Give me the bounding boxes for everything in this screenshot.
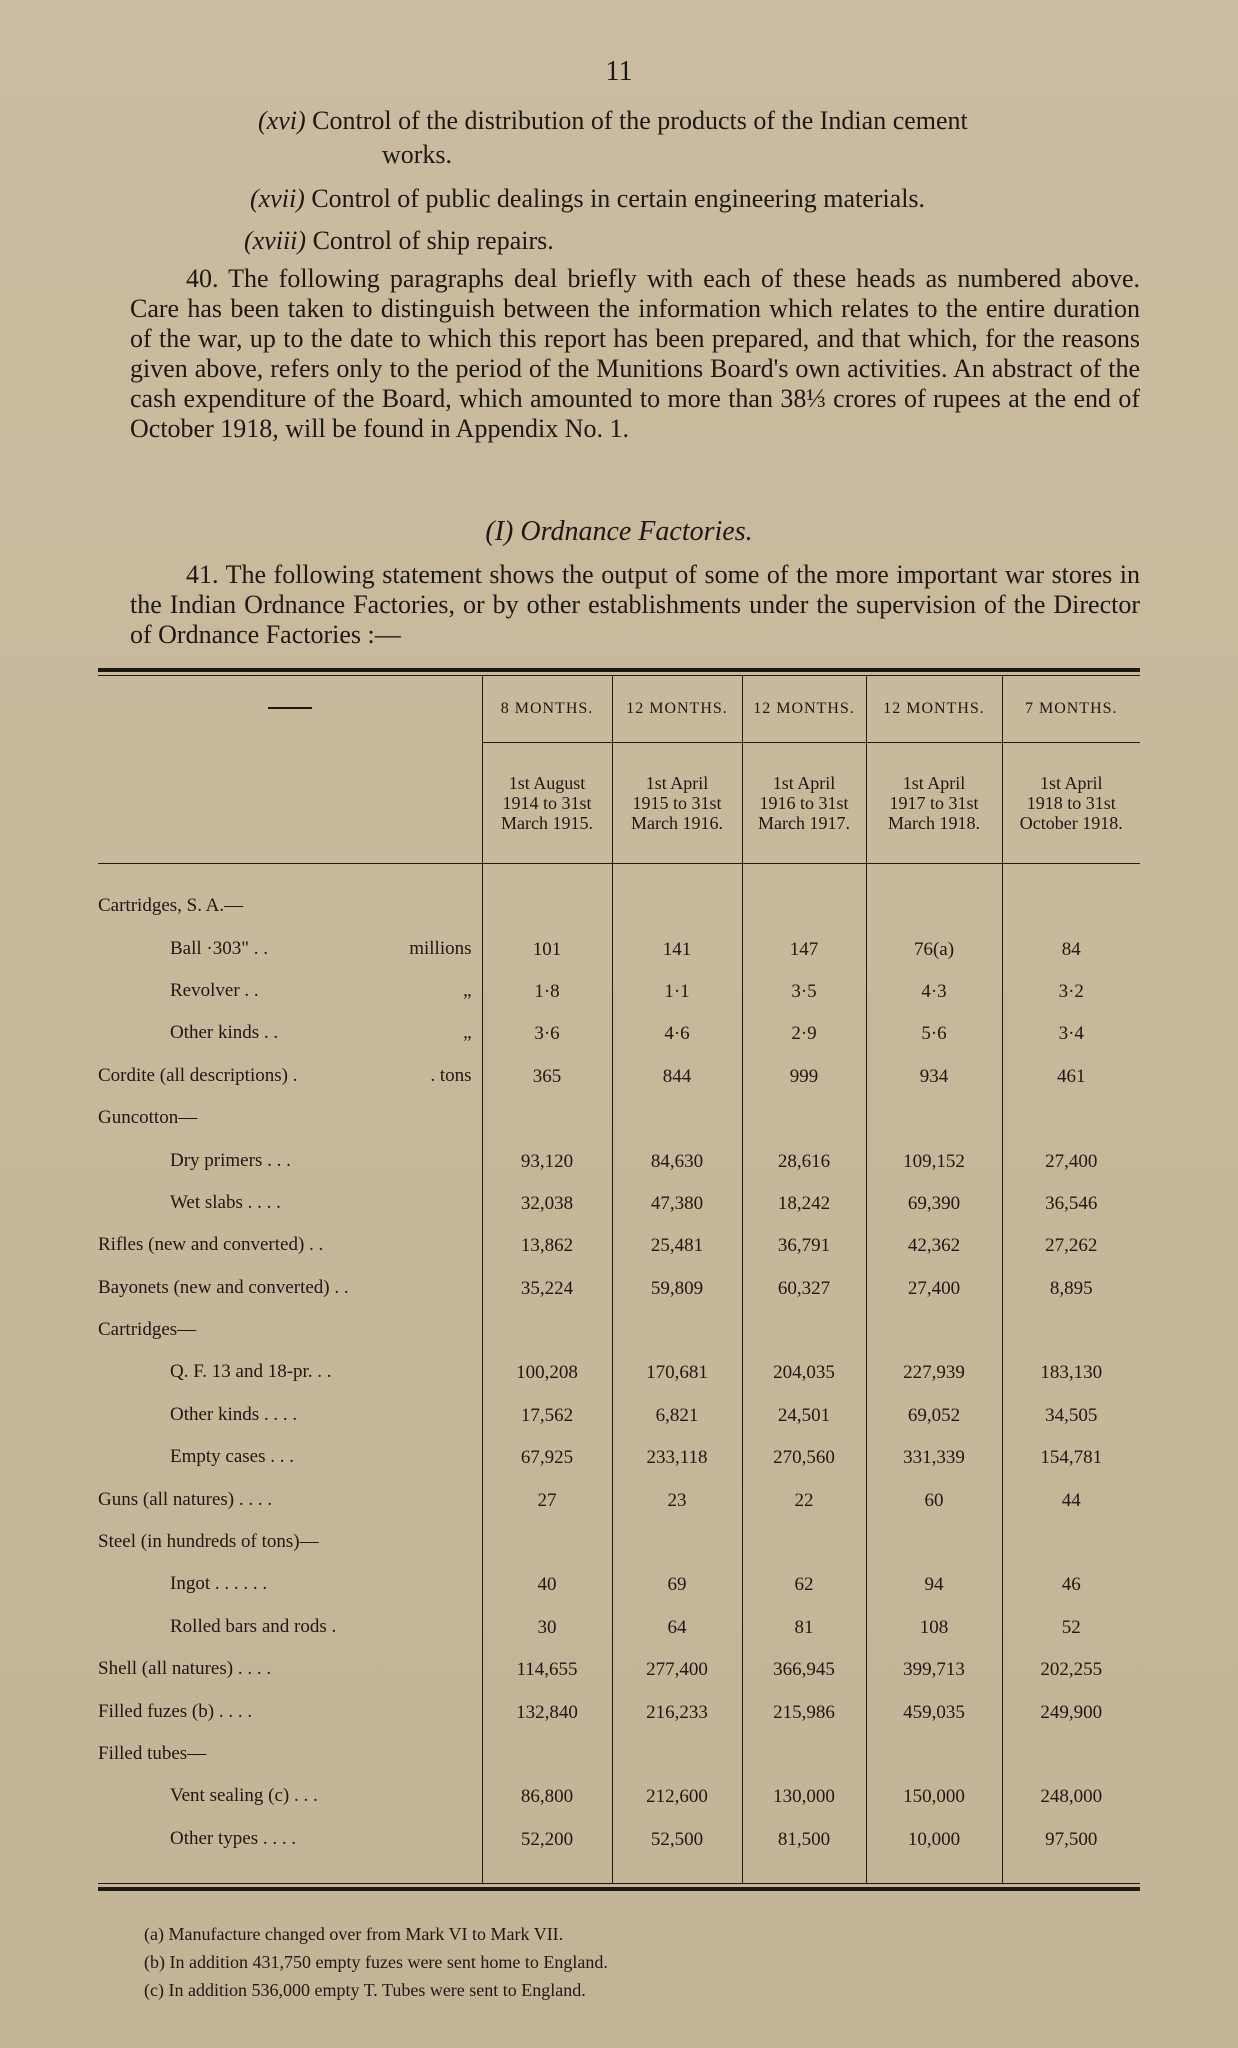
value-cell <box>1002 1310 1140 1352</box>
value-cell: 999 <box>742 1056 866 1098</box>
table-row <box>98 1564 1140 1606</box>
row-label: Cartridges— <box>98 1319 197 1341</box>
table-row <box>98 1691 1140 1733</box>
table-row <box>98 1437 1140 1479</box>
row-label: Vent sealing (c) . . . <box>170 1785 318 1807</box>
row-label-cell <box>98 1776 482 1818</box>
value-cell <box>742 1310 866 1352</box>
table-row <box>98 1649 1140 1691</box>
value-cell <box>612 1522 742 1564</box>
table-row <box>98 1607 1140 1649</box>
table-row <box>98 1479 1140 1521</box>
row-label-cell <box>98 886 482 928</box>
value-cell: 30 <box>482 1607 612 1649</box>
value-cell <box>866 1310 1002 1352</box>
table-row <box>98 971 1140 1013</box>
value-cell: 154,781 <box>1002 1437 1140 1479</box>
value-cell <box>1002 1522 1140 1564</box>
value-cell: 227,939 <box>866 1352 1002 1394</box>
footnote: (b) In addition 431,750 empty fuzes were sent home to England. <box>144 1952 608 1972</box>
value-cell: 27 <box>482 1479 612 1521</box>
value-cell: 399,713 <box>866 1649 1002 1691</box>
section-title: (I) Ordnance Factories. <box>485 516 753 547</box>
value-cell: 248,000 <box>1002 1776 1140 1818</box>
period-header: 12 MONTHS. <box>612 676 742 743</box>
row-label-cell <box>98 1013 482 1055</box>
value-cell: 64 <box>612 1607 742 1649</box>
value-cell: 183,130 <box>1002 1352 1140 1394</box>
list-text: Control of the distribution of the products of the Indian cement <box>312 106 968 135</box>
value-cell: 47,380 <box>612 1183 742 1225</box>
row-label: Dry primers . . . <box>170 1149 291 1171</box>
value-cell <box>1002 1734 1140 1776</box>
value-cell: 27,262 <box>1002 1225 1140 1267</box>
value-cell: 100,208 <box>482 1352 612 1394</box>
value-cell <box>482 1310 612 1352</box>
value-cell: 23 <box>612 1479 742 1521</box>
value-cell: 69,052 <box>866 1395 1002 1437</box>
row-unit: „ <box>463 979 472 1001</box>
row-label-cell <box>98 1734 482 1776</box>
value-cell: 3·6 <box>482 1013 612 1055</box>
row-label: Wet slabs . . . . <box>170 1191 281 1213</box>
value-cell: 52 <box>1002 1607 1140 1649</box>
range-header: 1st April 1916 to 31st March 1917. <box>742 743 866 864</box>
value-cell <box>612 1098 742 1140</box>
value-cell: 32,038 <box>482 1183 612 1225</box>
row-label: Revolver . . <box>170 979 259 1001</box>
value-cell: 97,500 <box>1002 1819 1140 1861</box>
row-unit: . tons <box>430 1064 472 1086</box>
value-cell: 35,224 <box>482 1268 612 1310</box>
row-label-cell <box>98 1691 482 1733</box>
value-cell: 114,655 <box>482 1649 612 1691</box>
value-cell: 132,840 <box>482 1691 612 1733</box>
value-cell <box>1002 886 1140 928</box>
range-header: 1st April 1918 to 31st October 1918. <box>1002 743 1140 864</box>
value-cell <box>866 1522 1002 1564</box>
value-cell: 331,339 <box>866 1437 1002 1479</box>
table-row <box>98 1819 1140 1861</box>
ordnance-output-table <box>98 668 1140 1891</box>
table-row <box>98 1056 1140 1098</box>
row-label: Rifles (new and converted) . . <box>98 1234 324 1256</box>
row-label-cell <box>98 928 482 970</box>
value-cell <box>482 1098 612 1140</box>
value-cell <box>482 886 612 928</box>
value-cell <box>482 1734 612 1776</box>
page-number: 11 <box>605 56 633 87</box>
table-row <box>98 1268 1140 1310</box>
value-cell: 84 <box>1002 928 1140 970</box>
table-row <box>98 1140 1140 1182</box>
value-cell: 101 <box>482 928 612 970</box>
range-header: 1st April 1915 to 31st March 1916. <box>612 743 742 864</box>
value-cell: 60 <box>866 1479 1002 1521</box>
value-cell: 69 <box>612 1564 742 1606</box>
row-label: Cordite (all descriptions) . <box>98 1064 298 1086</box>
table-row <box>98 1310 1140 1352</box>
list-number: (xvii) <box>250 184 305 213</box>
table-bottom-rule-thin <box>98 1883 1140 1884</box>
value-cell: 212,600 <box>612 1776 742 1818</box>
table-row <box>98 1734 1140 1776</box>
value-cell: 6,821 <box>612 1395 742 1437</box>
range-header: 1st August 1914 to 31st March 1915. <box>482 743 612 864</box>
range-header: 1st April 1917 to 31st March 1918. <box>866 743 1002 864</box>
value-cell: 4·3 <box>866 971 1002 1013</box>
value-cell: 81,500 <box>742 1819 866 1861</box>
value-cell: 22 <box>742 1479 866 1521</box>
value-cell: 216,233 <box>612 1691 742 1733</box>
value-cell: 2·9 <box>742 1013 866 1055</box>
value-cell <box>742 1522 866 1564</box>
period-header: 12 MONTHS. <box>866 676 1002 743</box>
paragraph-41-text: 41. The following statement shows the output of some of the more important war stores in the Indian Ordnance Factories, or by other establishments under the supervision of the Director of Ordnance Factories :— <box>130 560 1140 649</box>
row-unit: millions <box>409 937 472 959</box>
period-header: 7 MONTHS. <box>1002 676 1140 743</box>
value-cell: 84,630 <box>612 1140 742 1182</box>
value-cell: 844 <box>612 1056 742 1098</box>
row-label: Shell (all natures) . . . . <box>98 1658 272 1680</box>
row-label-cell <box>98 1056 482 1098</box>
paragraph-41 <box>130 560 1140 650</box>
value-cell: 93,120 <box>482 1140 612 1182</box>
value-cell: 24,501 <box>742 1395 866 1437</box>
row-label-cell <box>98 1564 482 1606</box>
value-cell: 233,118 <box>612 1437 742 1479</box>
value-cell: 76(a) <box>866 928 1002 970</box>
row-label-cell <box>98 1395 482 1437</box>
paragraph-40-text: 40. The following paragraphs deal briefly with each of these heads as numbered above. Care has been taken to distinguish between the information which relates to the entire duration of the war, up to the date to which this report has been prepared, and that which, for the reasons given above, refers only to the period of the Munitions Board's own activities. An abstract of the cash expenditure of the Board, which amounted to more than 38⅓ crores of rupees at the end of October 1918, will be found in Appendix No. 1. <box>130 264 1140 443</box>
row-label-cell <box>98 1522 482 1564</box>
table-row <box>98 1522 1140 1564</box>
list-item-xvii <box>250 182 1130 216</box>
value-cell <box>1002 1098 1140 1140</box>
value-cell: 365 <box>482 1056 612 1098</box>
table-row <box>98 1395 1140 1437</box>
row-label-cell <box>98 1225 482 1267</box>
row-label: Other types . . . . <box>170 1827 297 1849</box>
value-cell <box>742 886 866 928</box>
value-cell: 52,500 <box>612 1819 742 1861</box>
value-cell: 202,255 <box>1002 1649 1140 1691</box>
value-cell: 108 <box>866 1607 1002 1649</box>
row-label: Other kinds . . . . <box>170 1403 298 1425</box>
value-cell <box>742 1098 866 1140</box>
header-dash <box>268 707 312 709</box>
row-label-cell <box>98 1437 482 1479</box>
table-body <box>98 864 1140 1883</box>
value-cell: 215,986 <box>742 1691 866 1733</box>
value-cell: 28,616 <box>742 1140 866 1182</box>
value-cell: 67,925 <box>482 1437 612 1479</box>
row-label: Ingot . . . . . . <box>170 1573 268 1595</box>
value-cell <box>742 1734 866 1776</box>
value-cell: 13,862 <box>482 1225 612 1267</box>
value-cell: 59,809 <box>612 1268 742 1310</box>
table-row <box>98 1013 1140 1055</box>
row-label-cell <box>98 971 482 1013</box>
value-cell: 36,546 <box>1002 1183 1140 1225</box>
list-item-xvi <box>258 104 1138 172</box>
value-cell: 81 <box>742 1607 866 1649</box>
value-cell: 270,560 <box>742 1437 866 1479</box>
value-cell: 42,362 <box>866 1225 1002 1267</box>
value-cell: 150,000 <box>866 1776 1002 1818</box>
value-cell <box>612 1734 742 1776</box>
value-cell: 60,327 <box>742 1268 866 1310</box>
value-cell: 5·6 <box>866 1013 1002 1055</box>
value-cell <box>866 1734 1002 1776</box>
table-top-rule <box>98 668 1140 672</box>
value-cell: 204,035 <box>742 1352 866 1394</box>
row-label-cell <box>98 1819 482 1861</box>
value-cell <box>482 1522 612 1564</box>
header-lead <box>98 743 482 864</box>
value-cell: 44 <box>1002 1479 1140 1521</box>
table-row <box>98 1352 1140 1394</box>
table-row <box>98 1225 1140 1267</box>
table-row <box>98 1776 1140 1818</box>
list-item-xviii <box>244 224 1124 258</box>
value-cell: 10,000 <box>866 1819 1002 1861</box>
header-blank <box>98 676 482 743</box>
row-label-cell <box>98 1352 482 1394</box>
value-cell <box>612 1310 742 1352</box>
footnote: (a) Manufacture changed over from Mark VI to Mark VII. <box>144 1924 564 1944</box>
value-cell: 130,000 <box>742 1776 866 1818</box>
value-cell: 69,390 <box>866 1183 1002 1225</box>
value-cell: 249,900 <box>1002 1691 1140 1733</box>
row-label-cell <box>98 1183 482 1225</box>
row-label: Rolled bars and rods . <box>170 1615 337 1637</box>
row-label-cell <box>98 1649 482 1691</box>
value-cell: 461 <box>1002 1056 1140 1098</box>
value-cell: 141 <box>612 928 742 970</box>
value-cell: 3·4 <box>1002 1013 1140 1055</box>
table-row <box>98 1098 1140 1140</box>
value-cell: 170,681 <box>612 1352 742 1394</box>
table-row <box>98 886 1140 928</box>
row-label-cell <box>98 1098 482 1140</box>
value-cell <box>866 1098 1002 1140</box>
value-cell: 3·2 <box>1002 971 1140 1013</box>
row-label: Q. F. 13 and 18-pr. . . <box>170 1361 332 1383</box>
value-cell: 1·8 <box>482 971 612 1013</box>
value-cell <box>612 886 742 928</box>
row-label: Cartridges, S. A.— <box>98 895 244 917</box>
row-label: Ball ·303" . . <box>170 937 268 959</box>
value-cell <box>866 886 1002 928</box>
value-cell: 8,895 <box>1002 1268 1140 1310</box>
value-cell: 17,562 <box>482 1395 612 1437</box>
value-cell: 94 <box>866 1564 1002 1606</box>
footnote: (c) In addition 536,000 empty T. Tubes were sent to England. <box>144 1980 586 2000</box>
row-label-cell <box>98 1310 482 1352</box>
value-cell: 86,800 <box>482 1776 612 1818</box>
value-cell: 934 <box>866 1056 1002 1098</box>
row-label-cell <box>98 1268 482 1310</box>
value-cell: 366,945 <box>742 1649 866 1691</box>
list-text: Control of public dealings in certain engineering materials. <box>311 184 926 213</box>
footnotes <box>144 1920 608 2004</box>
value-cell: 4·6 <box>612 1013 742 1055</box>
list-text: Control of ship repairs. <box>312 226 554 255</box>
table-row <box>98 1183 1140 1225</box>
value-cell: 36,791 <box>742 1225 866 1267</box>
value-cell: 147 <box>742 928 866 970</box>
value-cell: 27,400 <box>866 1268 1002 1310</box>
row-label: Bayonets (new and converted) . . <box>98 1276 349 1298</box>
value-cell: 277,400 <box>612 1649 742 1691</box>
row-label: Steel (in hundreds of tons)— <box>98 1531 319 1553</box>
table-bottom-rule <box>98 1887 1140 1891</box>
value-cell: 34,505 <box>1002 1395 1140 1437</box>
paragraph-40 <box>130 264 1140 444</box>
value-cell: 1·1 <box>612 971 742 1013</box>
value-cell: 3·5 <box>742 971 866 1013</box>
row-label: Guns (all natures) . . . . <box>98 1488 273 1510</box>
period-header: 12 MONTHS. <box>742 676 866 743</box>
value-cell: 27,400 <box>1002 1140 1140 1182</box>
value-cell: 40 <box>482 1564 612 1606</box>
row-unit: „ <box>463 1022 472 1044</box>
row-label-cell <box>98 1140 482 1182</box>
table-row <box>98 928 1140 970</box>
row-label-cell <box>98 1607 482 1649</box>
value-cell: 18,242 <box>742 1183 866 1225</box>
row-label: Other kinds . . <box>170 1022 279 1044</box>
row-label-cell <box>98 1479 482 1521</box>
value-cell: 62 <box>742 1564 866 1606</box>
list-text-continued: works. <box>382 140 453 169</box>
period-header: 8 MONTHS. <box>482 676 612 743</box>
value-cell: 52,200 <box>482 1819 612 1861</box>
list-number: (xvi) <box>258 106 306 135</box>
value-cell: 459,035 <box>866 1691 1002 1733</box>
list-number: (xviii) <box>244 226 307 255</box>
row-label: Filled fuzes (b) . . . . <box>98 1700 253 1722</box>
row-label: Empty cases . . . <box>170 1446 295 1468</box>
row-label: Guncotton— <box>98 1107 198 1129</box>
value-cell: 46 <box>1002 1564 1140 1606</box>
value-cell: 109,152 <box>866 1140 1002 1182</box>
row-label: Filled tubes— <box>98 1743 207 1764</box>
value-cell: 25,481 <box>612 1225 742 1267</box>
